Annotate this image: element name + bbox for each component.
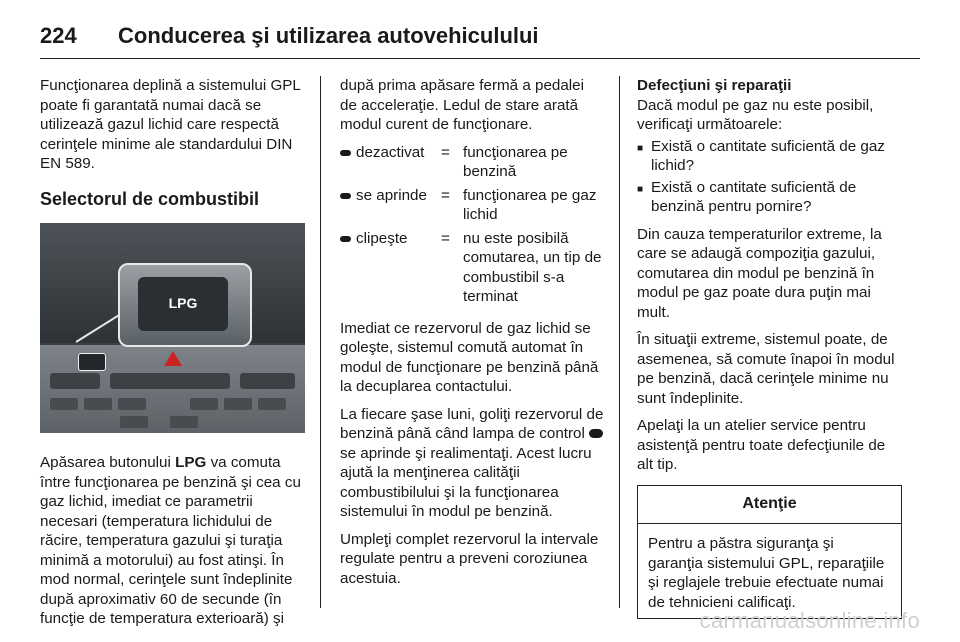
column-2 [340, 76, 605, 596]
column-divider-2 [619, 76, 620, 608]
watermark: carmanualsonline.info [699, 608, 920, 633]
fuel-selector-photo [40, 223, 305, 433]
lpg-button: LPG [138, 277, 228, 331]
list-item: ■ Există o cantitate suficientă de benzină pentru pornire? [637, 178, 857, 215]
header-divider [40, 58, 920, 59]
page-number: 224 [40, 23, 77, 48]
control-lamp-icon [589, 429, 603, 438]
list-item: ■ Există o cantitate suficientă de gaz lichid? [637, 137, 885, 174]
status-row: clipeşte = nu este posibilă comutarea, un tip de combustibil s-a terminat [340, 229, 605, 307]
attention-box [637, 485, 902, 620]
extreme-temp-paragraph: Din cauza temperaturilor extreme, la care se adaugă compoziţia gazului, comutarea din modul pe benzină în modul pe gaz poate dura puţin mai mult. [637, 225, 882, 321]
square-bullet-icon: ■ [637, 142, 644, 154]
hazard-warning-icon [164, 351, 182, 366]
extreme-situation-paragraph: În situaţii extreme, sistemul poate, de asemenea, să comute înapoi în modul pe benzină, dacă cerinţele minime nu sunt îndeplinite. [637, 331, 895, 407]
lpg-button-small [78, 353, 106, 371]
auto-switch-paragraph: Imediat ce rezervorul de gaz lichid se goleşte, sistemul comută automat în modul de funcţionare pe benzină până la decuplarea contactului. [340, 319, 599, 395]
fill-tank-paragraph: Umpleţi complet rezervorul la intervale regulate pentru a preveni coroziunea acestuia. [340, 530, 599, 587]
column-1 [40, 76, 305, 637]
led-indicator-icon [340, 236, 351, 242]
section-title: Selectorul de combustibil [40, 188, 260, 209]
status-row: dezactivat = funcţionarea pe benzină [340, 143, 605, 182]
chapter-title: Conducerea şi utilizarea autovehiculului [118, 23, 539, 48]
led-indicator-icon [340, 150, 351, 156]
check-list [637, 137, 902, 217]
lpg-paragraph: Apăsarea butonului LPG va comuta între funcţionarea pe benzină şi cea cu gaz lichid, imediat ce parametrii necesari (temperatura lichidului de răcire, temperatura gazului şi turaţia minimă a motorului) au fost atinşi. În mod normal, cerinţele sunt îndeplinite după aproximativ 60 de secunde (în funcţie de temperatura exterioară) şi [40, 454, 301, 627]
faults-heading: Defecţiuni şi reparaţii [637, 77, 792, 94]
led-indicator-icon [340, 193, 351, 199]
column-divider-1 [320, 76, 321, 608]
lpg-bold: LPG [175, 454, 207, 471]
status-row: se aprinde = funcţionarea pe gaz lichid [340, 186, 605, 225]
service-paragraph: Apelaţi la un atelier service pentru asistenţă pentru toate defecţiunile de alt tip. [637, 417, 886, 473]
intro-paragraph: Funcţionarea deplină a sistemului GPL poate fi garantată numai dacă se utilizează gazul lichid care respectă cerinţele minime ale standardului DIN EN 589. [40, 77, 301, 172]
six-months-paragraph: La fiecare şase luni, goliţi rezervorul de benzină până când lampa de control se aprinde şi realimentaţi. Acest lucru ajută la menţinerea calităţii combustibilului şi la funcţionarea sistemului în modul pe benzină. [340, 405, 604, 520]
page-header [40, 12, 920, 60]
attention-title: Atenţie [638, 486, 901, 525]
attention-body: Pentru a păstra siguranţa şi garanţia sistemului GPL, reparaţiile şi reglajele trebuie efectuate numai de tehnicieni calificaţi. [648, 535, 885, 611]
intro-paragraph-2: după prima apăsare fermă a pedalei de acceleraţie. Ledul de stare arată modul curent de funcţionare. [340, 77, 584, 133]
status-led-table [340, 143, 605, 307]
column-3 [637, 76, 902, 619]
faults-intro: Dacă modul pe gaz nu este posibil, verificaţi următoarele: [637, 96, 874, 133]
square-bullet-icon: ■ [637, 183, 644, 195]
